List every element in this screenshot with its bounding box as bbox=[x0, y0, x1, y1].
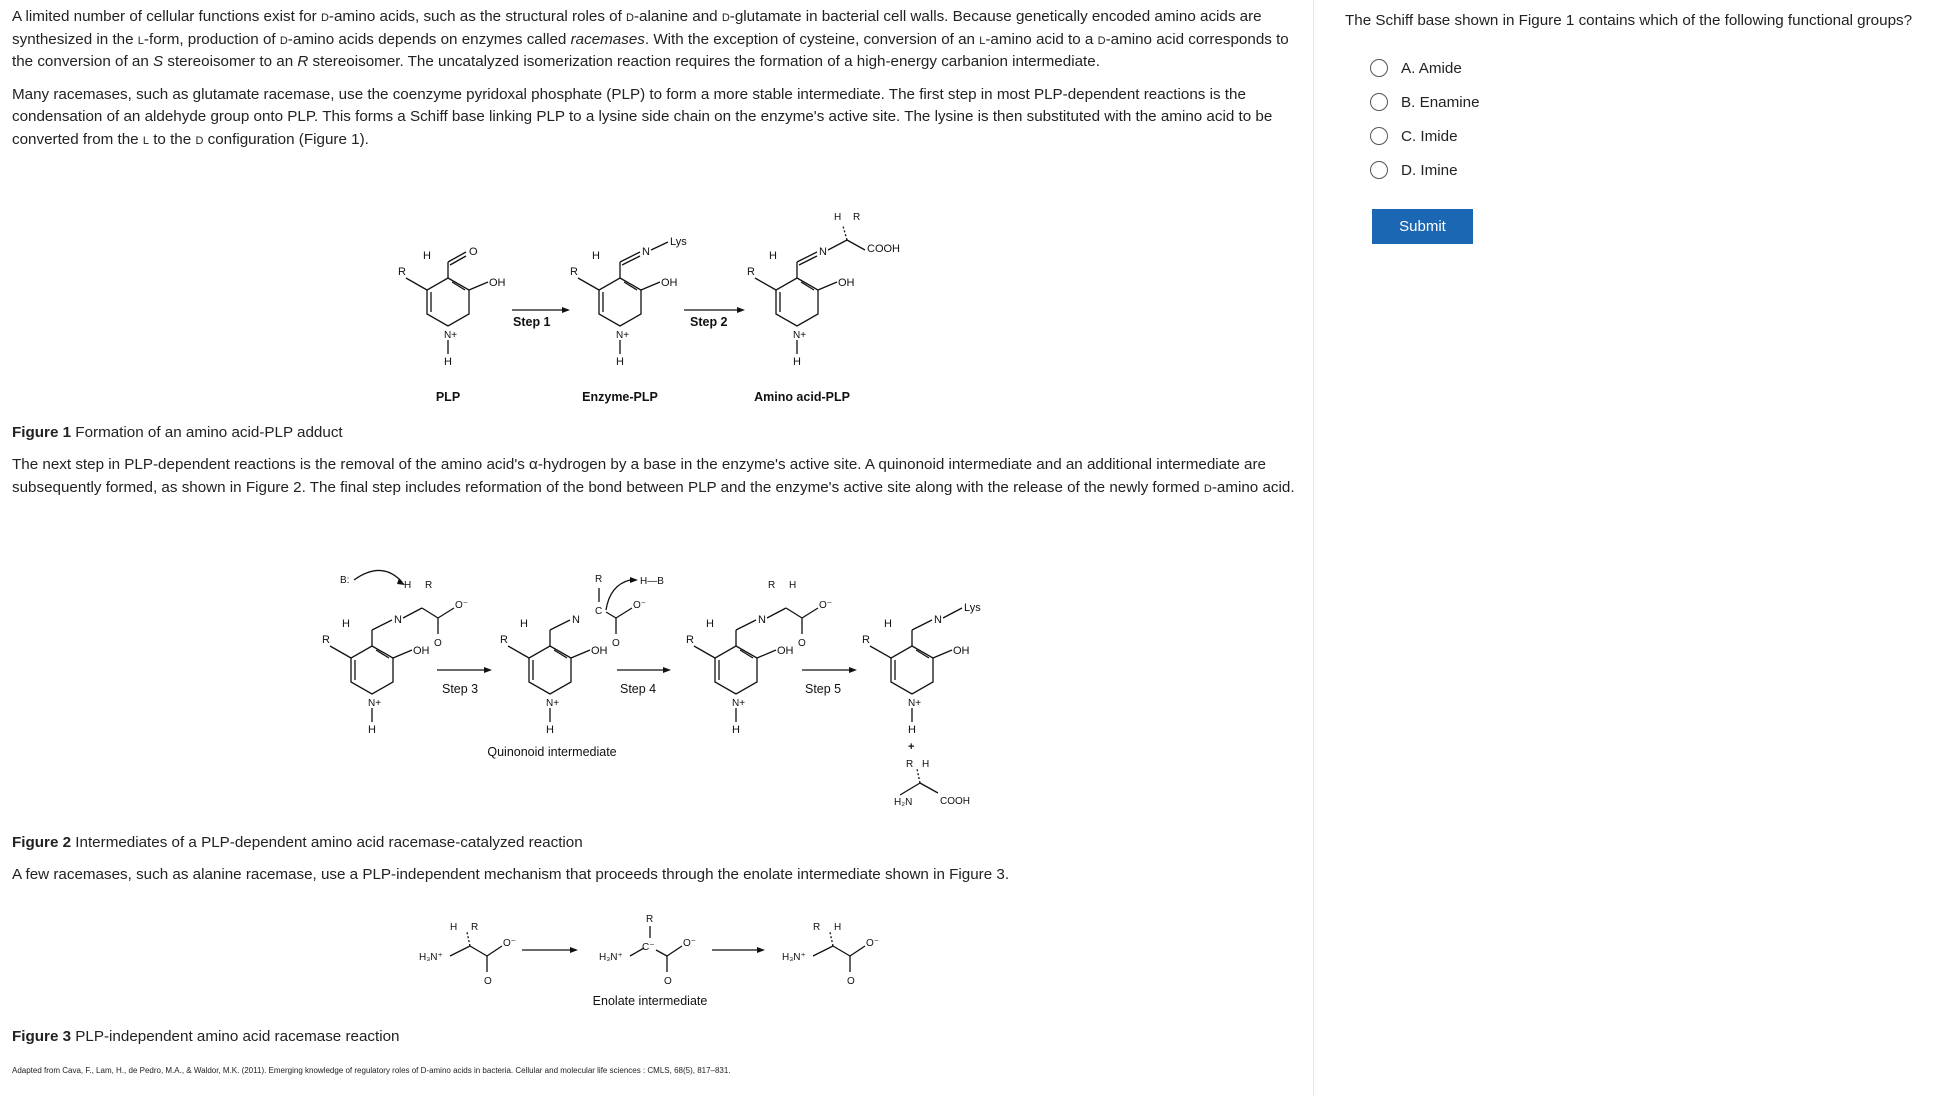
figure-3-diagram bbox=[0, 898, 1000, 1013]
atom-o-minus: O⁻ bbox=[683, 938, 697, 949]
option-c-label: C. Imide bbox=[1401, 127, 1458, 145]
figure-2-caption-number: Figure 2 bbox=[12, 834, 72, 851]
atom-h: H bbox=[908, 724, 916, 736]
arrow-2 bbox=[712, 947, 765, 953]
atom-r: R bbox=[500, 634, 508, 646]
atom-o: O bbox=[798, 638, 806, 649]
passage-final bbox=[12, 864, 1302, 897]
atom-h3n-plus: H₃N⁺ bbox=[782, 952, 806, 963]
atom-oh: OH bbox=[661, 277, 678, 289]
citation: Adapted from Cava, F., Lam, H., de Pedro, M.A., & Waldor, M.K. (2011). Emerging knowledge of regulatory roles of D-amino acids in bacteria. Cellular and molecular life sciences : CMLS, 68(5), 817–831. bbox=[12, 1066, 731, 1075]
option-a[interactable] bbox=[1345, 51, 1945, 85]
atom-h: H bbox=[404, 580, 412, 591]
atom-n-plus: N+ bbox=[732, 698, 746, 709]
atom-n: N bbox=[819, 246, 827, 258]
atom-h: H bbox=[922, 759, 930, 770]
atom-cooh: COOH bbox=[940, 796, 970, 807]
atom-r: R bbox=[813, 922, 821, 933]
atom-n: N bbox=[394, 614, 402, 626]
atom-lys: Lys bbox=[670, 236, 687, 248]
atom-base: B: bbox=[340, 575, 350, 586]
atom-r: R bbox=[686, 634, 694, 646]
step-1-label: Step 1 bbox=[513, 315, 551, 329]
atom-o-minus: O⁻ bbox=[819, 600, 833, 611]
question-pane bbox=[1345, 10, 1945, 244]
arrow-1 bbox=[522, 947, 578, 953]
question-prompt: The Schiff base shown in Figure 1 contains which of the following functional groups? bbox=[1345, 12, 1913, 29]
atom-h: H bbox=[546, 724, 554, 736]
figure-1-caption-number: Figure 1 bbox=[12, 424, 72, 441]
step-5-arrow bbox=[802, 667, 857, 696]
quinonoid-intermediate bbox=[500, 574, 664, 736]
atom-o-minus: O⁻ bbox=[633, 600, 647, 611]
enzyme-plp-regenerated bbox=[862, 602, 981, 736]
atom-n-plus: N+ bbox=[368, 698, 382, 709]
atom-r: R bbox=[570, 266, 578, 278]
step-1-arrow bbox=[512, 307, 570, 329]
atom-n: N bbox=[572, 614, 580, 626]
atom-n-plus: N+ bbox=[616, 330, 630, 341]
atom-oh: OH bbox=[953, 645, 970, 657]
atom-o: O bbox=[484, 976, 492, 987]
figure-1-caption bbox=[12, 423, 343, 443]
atom-lys: Lys bbox=[964, 602, 981, 614]
amino-acid-plp-label: Amino acid-PLP bbox=[754, 390, 850, 404]
atom-o: O bbox=[469, 246, 478, 258]
enolate-intermediate-label: Enolate intermediate bbox=[592, 994, 708, 1008]
atom-h: H bbox=[342, 618, 350, 630]
atom-r: R bbox=[747, 266, 755, 278]
amino-acid-plp-molecule bbox=[747, 212, 900, 368]
atom-o: O bbox=[612, 638, 620, 649]
plp-molecule bbox=[398, 246, 506, 368]
atom-r: R bbox=[471, 922, 479, 933]
atom-r: R bbox=[853, 212, 861, 223]
step-2-arrow bbox=[684, 307, 745, 329]
step-2-label: Step 2 bbox=[690, 315, 728, 329]
atom-h: H bbox=[450, 922, 458, 933]
atom-n: N bbox=[758, 614, 766, 626]
atom-o: O bbox=[434, 638, 442, 649]
atom-o-minus: O⁻ bbox=[503, 938, 517, 949]
option-b-label: B. Enamine bbox=[1401, 93, 1480, 111]
option-d-label: D. Imine bbox=[1401, 161, 1458, 179]
passage-paragraph-3: The next step in PLP-dependent reactions is the removal of the amino acid's α-hydrogen by a base in the enzyme's active site. A quinonoid intermediate and an additional intermediate are subsequently formed, as shown in Figure 2. The final step includes reformation of the bond between PLP and the enzyme's active site along with the release of the newly formed d-amino acid. bbox=[12, 456, 1295, 496]
intermediate-3 bbox=[686, 580, 832, 736]
atom-h: H bbox=[793, 356, 801, 368]
option-c[interactable] bbox=[1345, 119, 1945, 153]
atom-c: C bbox=[595, 606, 603, 617]
plp-label: PLP bbox=[435, 390, 461, 404]
atom-h: H bbox=[423, 250, 431, 262]
l-amino-acid bbox=[419, 922, 516, 987]
figure-2-caption bbox=[12, 833, 583, 853]
atom-r: R bbox=[906, 759, 914, 770]
option-a-label: A. Amide bbox=[1401, 59, 1462, 77]
atom-n: N bbox=[934, 614, 942, 626]
d-amino-acid bbox=[782, 922, 879, 987]
atom-oh: OH bbox=[777, 645, 794, 657]
atom-c-minus: C⁻ bbox=[642, 942, 655, 953]
step-3-arrow bbox=[437, 667, 492, 696]
atom-r: R bbox=[768, 580, 776, 591]
atom-n-plus: N+ bbox=[908, 698, 922, 709]
passage-paragraph-1: A limited number of cellular functions exist for d-amino acids, such as the structural roles of d-alanine and d-glutamate in bacterial cell walls. Because genetically encoded amino acids are synthesized in the l-form, production of d-amino acids depends on enzymes called racemases. With the exception of cysteine, conversion of an l-amino acid to a d-amino acid corresponds to the conversion of an S stereoisomer to an R stereoisomer. The uncatalyzed isomerization reaction requires the formation of a high-energy carbanion intermediate. bbox=[12, 8, 1289, 71]
option-d[interactable] bbox=[1345, 153, 1945, 187]
radio-button-icon[interactable] bbox=[1370, 93, 1388, 111]
figure-3-caption bbox=[12, 1027, 400, 1047]
atom-o: O bbox=[847, 976, 855, 987]
atom-h: H bbox=[732, 724, 740, 736]
atom-h: H bbox=[368, 724, 376, 736]
figure-1-caption-text: Formation of an amino acid-PLP adduct bbox=[71, 424, 343, 441]
figure-1-diagram bbox=[0, 180, 1000, 415]
atom-o: O bbox=[664, 976, 672, 987]
step-4-label: Step 4 bbox=[620, 682, 657, 696]
atom-oh: OH bbox=[591, 645, 608, 657]
step-3-label: Step 3 bbox=[442, 682, 479, 696]
atom-n-plus: N+ bbox=[793, 330, 807, 341]
atom-h: H bbox=[592, 250, 600, 262]
step-5-label: Step 5 bbox=[805, 682, 842, 696]
figure-2-diagram bbox=[0, 540, 1000, 820]
intermediate-1 bbox=[322, 570, 468, 736]
atom-h: H bbox=[769, 250, 777, 262]
atom-h: H bbox=[834, 212, 842, 223]
atom-oh: OH bbox=[489, 277, 506, 289]
atom-h-base: H—B bbox=[640, 576, 664, 587]
atom-h: H bbox=[616, 356, 624, 368]
atom-r: R bbox=[425, 580, 433, 591]
atom-h3n-plus: H₃N⁺ bbox=[419, 952, 443, 963]
atom-h: H bbox=[884, 618, 892, 630]
submit-button[interactable]: Submit bbox=[1372, 209, 1473, 244]
atom-h: H bbox=[834, 922, 842, 933]
atom-r: R bbox=[862, 634, 870, 646]
passage-paragraph-2: Many racemases, such as glutamate racemase, use the coenzyme pyridoxal phosphate (PLP) to form a more stable intermediate. The first step in most PLP-dependent reactions is the condensation of an aldehyde group onto PLP. This forms a Schiff base linking PLP to a lysine side chain on the enzyme's active site. The lysine is then substituted with the amino acid to be converted from the l to the d configuration (Figure 1). bbox=[12, 85, 1273, 148]
step-4-arrow bbox=[617, 667, 671, 696]
atom-r: R bbox=[646, 914, 654, 925]
figure-3-caption-number: Figure 3 bbox=[12, 1028, 72, 1045]
atom-h: H bbox=[444, 356, 452, 368]
atom-n-plus: N+ bbox=[546, 698, 560, 709]
radio-button-icon[interactable] bbox=[1370, 127, 1388, 145]
atom-n-plus: N+ bbox=[444, 330, 458, 341]
atom-h: H bbox=[520, 618, 528, 630]
enzyme-plp-label: Enzyme-PLP bbox=[582, 390, 658, 404]
plus-sign: + bbox=[908, 741, 915, 753]
atom-oh: OH bbox=[413, 645, 430, 657]
option-b[interactable] bbox=[1345, 85, 1945, 119]
passage-continued bbox=[12, 454, 1302, 509]
atom-oh: OH bbox=[838, 277, 855, 289]
atom-n: N bbox=[642, 246, 650, 258]
figure-3-caption-text: PLP-independent amino acid racemase reaction bbox=[71, 1028, 400, 1045]
radio-button-icon[interactable] bbox=[1370, 59, 1388, 77]
enolate-intermediate bbox=[599, 914, 696, 987]
atom-cooh: COOH bbox=[867, 243, 900, 255]
answer-options bbox=[1345, 51, 1945, 187]
atom-h2n: H₂N bbox=[894, 797, 913, 808]
atom-r: R bbox=[595, 574, 603, 585]
atom-h: H bbox=[706, 618, 714, 630]
atom-o-minus: O⁻ bbox=[455, 600, 469, 611]
pane-divider bbox=[1313, 0, 1314, 1096]
atom-h: H bbox=[789, 580, 797, 591]
d-amino-acid-product bbox=[894, 759, 970, 808]
enzyme-plp-molecule bbox=[570, 236, 687, 368]
atom-r: R bbox=[398, 266, 406, 278]
passage-paragraph-4: A few racemases, such as alanine racemase, use a PLP-independent mechanism that proceeds through the enolate intermediate shown in Figure 3. bbox=[12, 866, 1010, 883]
figure-2-caption-text: Intermediates of a PLP-dependent amino acid racemase-catalyzed reaction bbox=[71, 834, 583, 851]
atom-h3n-plus: H₃N⁺ bbox=[599, 952, 623, 963]
quinonoid-intermediate-label: Quinonoid intermediate bbox=[487, 745, 617, 759]
atom-o-minus: O⁻ bbox=[866, 938, 880, 949]
atom-r: R bbox=[322, 634, 330, 646]
radio-button-icon[interactable] bbox=[1370, 161, 1388, 179]
